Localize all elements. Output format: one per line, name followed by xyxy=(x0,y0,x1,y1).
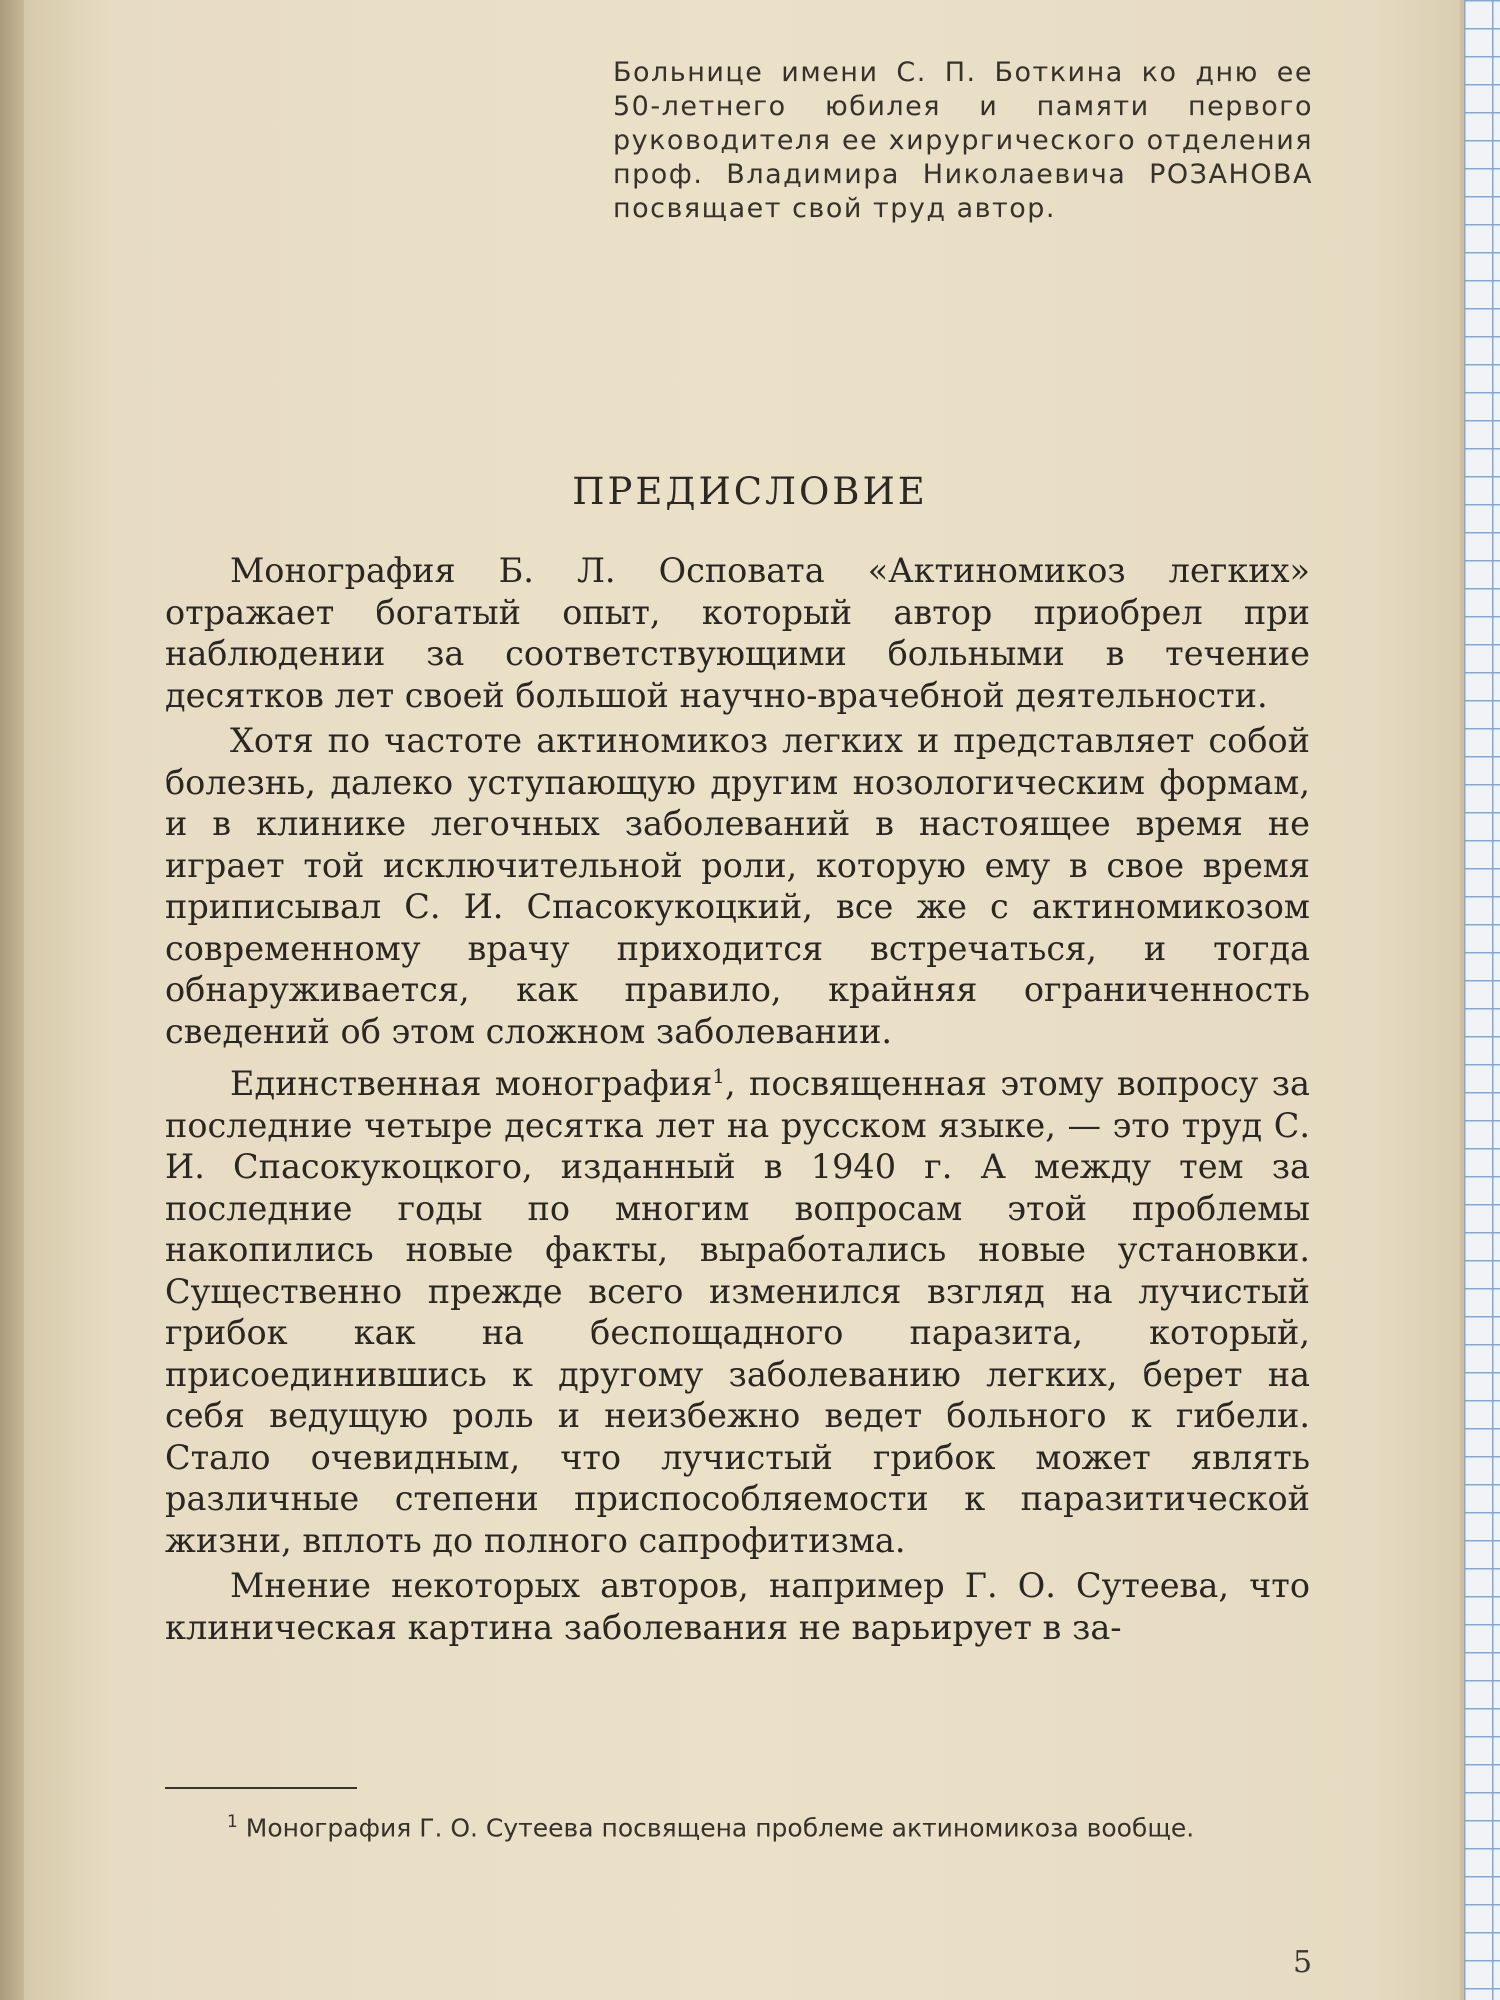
page-number: 5 xyxy=(1293,1945,1313,1980)
paragraph-4: Мнение некоторых авторов, например Г. О. Сутеева, что клиническая картина заболевания не варьирует в за- xyxy=(165,1566,1310,1647)
paragraph-3-start: Единственная монография xyxy=(230,1064,713,1104)
footnote-divider xyxy=(165,1787,357,1789)
paragraph-1: Монография Б. Л. Осповата «Актиномикоз легких» отражает богатый опыт, который автор приобрел при наблюдении за соответствующими больными в течение десятков лет своей большой научно-врачебной деятельности. xyxy=(165,551,1310,715)
footnote-text: Монография Г. О. Сутеева посвящена проблеме актиномикоза вообще. xyxy=(237,1813,1195,1843)
paragraph-2: Хотя по частоте актиномикоз легких и представляет собой болезнь, далеко уступающую другим нозологическим формам, и в клинике легочных заболеваний в настоящее время не играет той исключительной роли, которую ему в свое время приписывал С. И. Спасокукоцкий, все же с актиномикозом современному врачу приходится встречаться, и тогда обнаруживается, как правило, крайняя ограниченность сведений об этом сложном заболевании. xyxy=(165,721,1310,1051)
grid-paper-edge xyxy=(1464,0,1500,2000)
footnote-marker: 1 xyxy=(227,1812,238,1832)
footnote-reference: 1 xyxy=(712,1064,725,1088)
dedication-text: Больнице имени С. П. Боткина ко дню ее 50-летнего юбилея и памяти первого руководителя ее хирургического отделения проф. Владимира Николаевича РОЗАНОВА посвящает свой труд автор. xyxy=(613,57,1313,224)
preface-body xyxy=(165,550,1310,1652)
page-title: ПРЕДИСЛОВИЕ xyxy=(572,470,928,513)
paragraph-3 xyxy=(165,1056,1310,1561)
paragraph-3-rest: , посвященная этому вопросу за последние четыре десятка лет на русском языке, — это труд С. И. Спасокукоцкого, изданный в 1940 г. А между тем за последние годы по многим вопросам этой проблемы накопились новые факты, выработались новые установки. Существенно прежде всего изменился взгляд на лучистый грибок как на беспощадного паразита, который, присоединившись к другому заболеванию легких, берет на себя ведущую роль и неизбежно ведет больного к гибели. Стало очевидным, что лучистый грибок может являть различные степени приспособляемости к паразитической жизни, вплоть до полного сапрофитизма. xyxy=(165,1064,1310,1560)
footnote xyxy=(165,1806,1310,1844)
